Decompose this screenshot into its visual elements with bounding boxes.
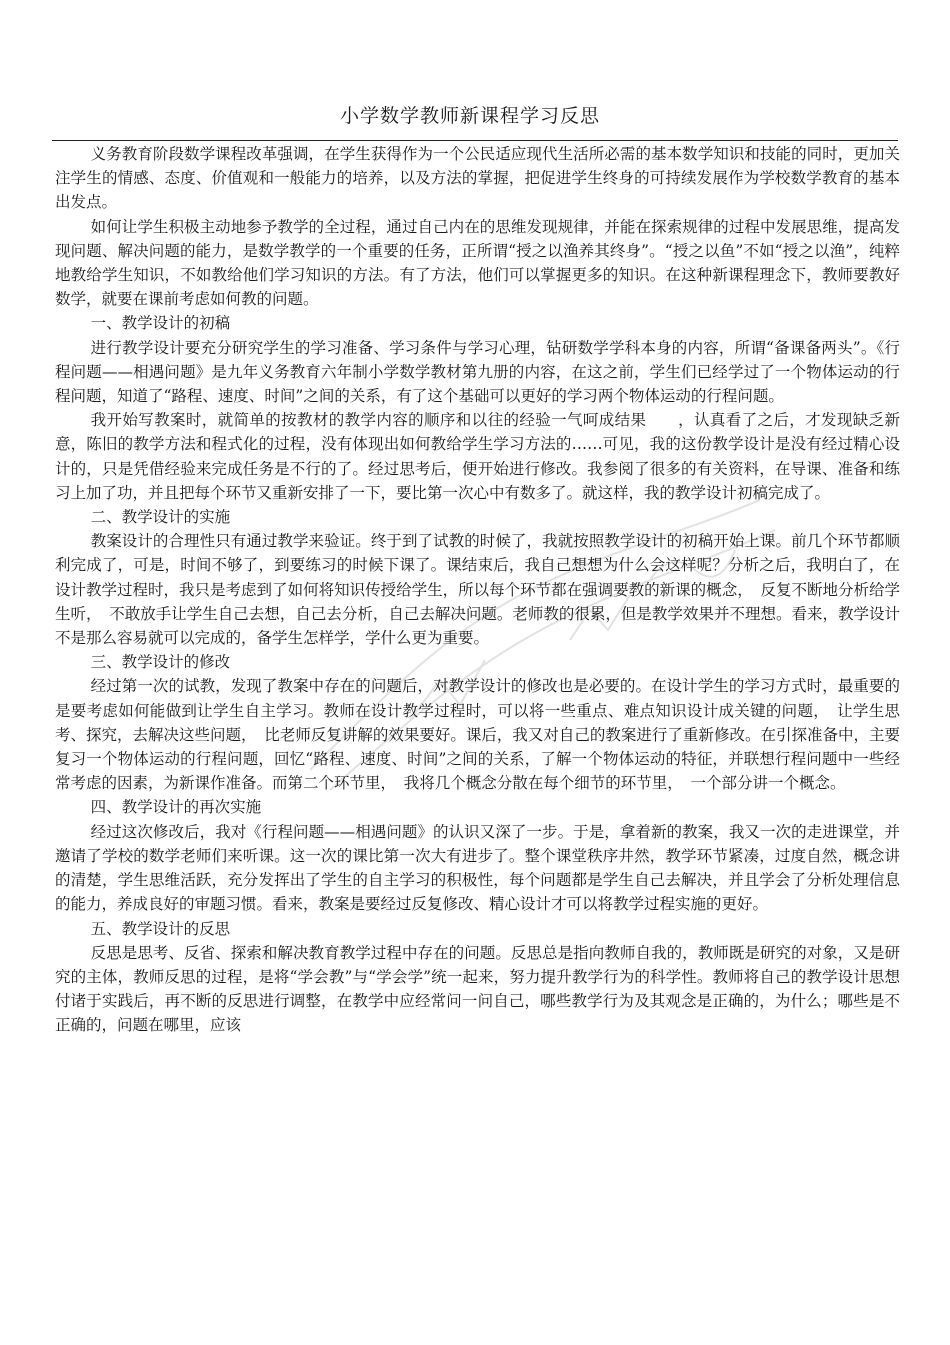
section-heading-2: 二、教学设计的实施 [90,508,231,527]
document-title: 小学数学教师新课程学习反思 [339,105,600,127]
paragraph-question: 如何让学生积极主动地参予教学的全过程，通过自己内在的思维发现规律，并能在探索规律的过程中发展思维，提高发现问题、解决问题的能力，是数学教学的一个重要的任务，正所谓“授之以渔养其终身”。“授之以鱼”不如“授之以渔”，纯粹地教给学生知识，不如教给他们学习知识的方法。有了方法，他们可以掌握更多的知识。在这种新课程理念下，教师要教好数学，就要在课前考虑如何教的问题。 [55,217,900,309]
paragraph-section-2: 教案设计的合理性只有通过教学来验证。终于到了试教的时候了，我就按照教学设计的初稿开始上课。前几个环节都顺利完成了，可是，时间不够了，到要练习的时候下课了。课结束后，我自己想想为什么会这样呢？分析之后，我明白了，在设计教学过程时，我只是考虑到了如何将知识传授给学生，所以每个环节都在强调要教的新课的概念， 反复不断地分析给学生听， 不敢放手让学生自己去想，自己去分析，自己去解决问题。老师教的很累，但是教学效果并不理想。看来，教学设计不是那么容易就可以完成的，备学生怎样学，学什么更为重要。 [55,532,900,648]
document-body [55,142,900,1038]
paragraph-section-5: 反思是思考、反省、探索和解决教育教学过程中存在的问题。反思总是指向教师自我的，教师既是研究的对象，又是研究的主体，教师反思的过程，是将“学会教”与“学会学”统一起来，努力提升教学行为的科学性。教师将自己的教学设计思想付诸于实践后，再不断的反思进行调整，在教学中应经常问一问自己，哪些教学行为及其观念是正确的，为什么；哪些是不正确的，问题在哪里，应该 [55,943,900,1035]
title-divider [52,140,898,141]
section-heading-1: 一、教学设计的初稿 [90,314,231,333]
paragraph-section-3: 经过第一次的试教，发现了教案中存在的问题后，对教学设计的修改也是必要的。在设计学生的学习方式时，最重要的是要考虑如何能做到让学生自主学习。教师在设计教学过程时，可以将一些重点、难点知识设计成关键的问题， 让学生思考、探究，去解决这些问题， 比老师反复讲解的效果要好。课后，我又对自己的教案进行了重新修改。在引探准备中，主要复习一个物体运动的行程问题，回忆“路程、速度、时间”之间的关系，了解一个物体运动的特征，并联想行程问题中一些经常考虑的因素，为新课作准备。而第二个环节里， 我将几个概念分散在每个细节的环节里， 一个部分讲一个概念。 [55,677,900,793]
paragraph-section-1b: 我开始写教案时，就简单的按教材的教学内容的顺序和以往的经验一气呵成结果 ，认真看了之后，才发现缺乏新意，陈旧的教学方法和程式化的过程，没有体现出如何教给学生学习方法的……可见，我的这份教学设计是没有经过精心设计的，只是凭借经验来完成任务是不行的了。经过思考后，便开始进行修改。我参阅了很多的有关资料，在导课、准备和练习上加了功，并且把每个环节又重新安排了一下，要比第一次心中有数多了。就这样，我的教学设计初稿完成了。 [55,411,900,502]
section-heading-3: 三、教学设计的修改 [90,653,231,672]
paragraph-intro: 义务教育阶段数学课程改革强调，在学生获得作为一个公民适应现代生活所必需的基本数学知识和技能的同时，更加关注学生的情感、态度、价值观和一般能力的培养，以及方法的掌握，把促进学生终身的可持续发展作为学校数学教育的基本出发点。 [55,145,900,212]
paragraph-section-4: 经过这次修改后，我对《行程问题——相遇问题》的认识又深了一步。于是，拿着新的教案，我又一次的走进课堂，并邀请了学校的数学老师们来听课。这一次的课比第一次大有进步了。整个课堂秩序井然，教学环节紧凑，过度自然，概念讲的清楚，学生思维活跃，充分发挥出了学生的自主学习的积极性，每个问题都是学生自己去解决，并且学会了分析处理信息的能力，养成良好的审题习惯。看来，教案是要经过反复修改、精心设计才可以将教学过程实施的更好。 [55,822,900,914]
section-heading-4: 四、教学设计的再次实施 [90,798,262,817]
section-heading-5: 五、教学设计的反思 [90,919,231,938]
paragraph-section-1a: 进行教学设计要充分研究学生的学习准备、学习条件与学习心理，钻研数学学科本身的内容，所谓“备课备两头”。《行程问题——相遇问题》是九年义务教育六年制小学数学教材第九册的内容，在这之前，学生们已经学过了一个物体运动的行程问题，知道了“路程、速度、时间”之间的关系，有了这个基础可以更好的学习两个物体运动的行程问题。 [55,338,900,406]
